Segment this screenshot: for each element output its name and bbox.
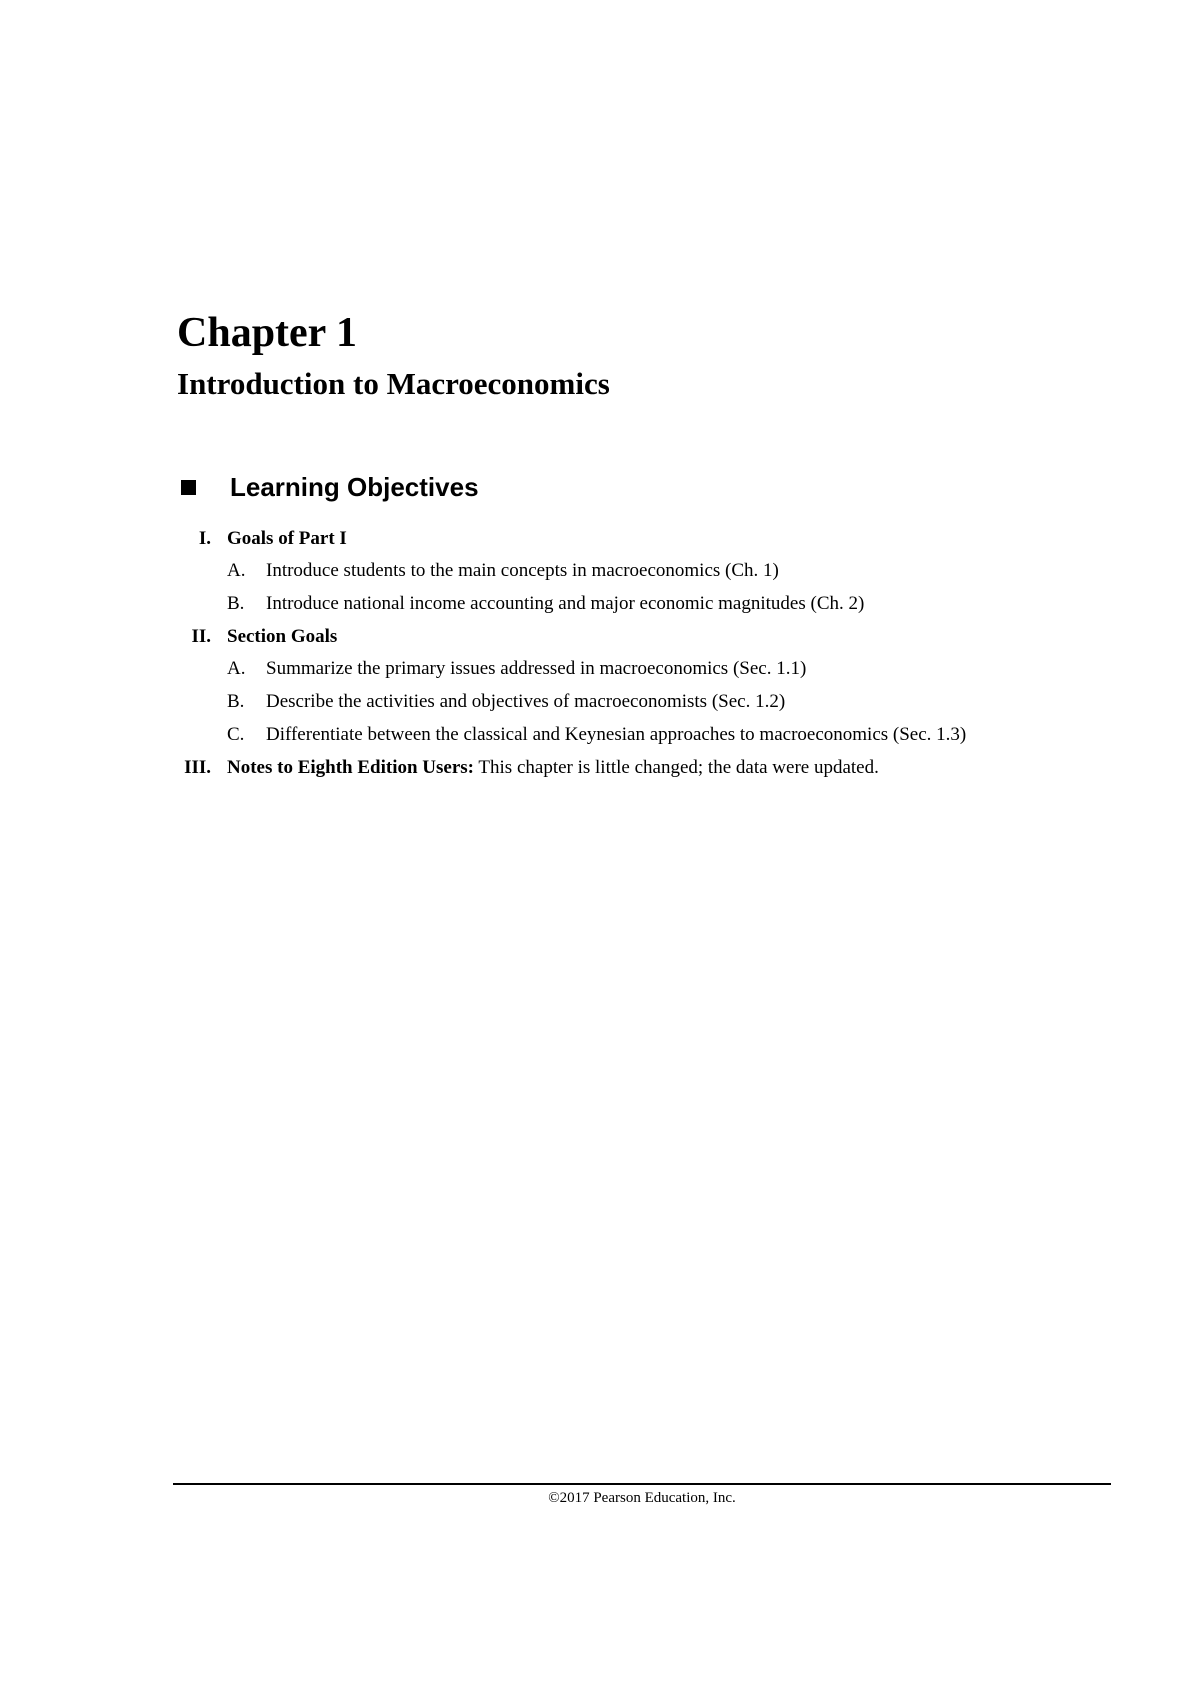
learning-objectives-outline: [177, 527, 1117, 788]
section-heading-label: Learning Objectives: [230, 472, 479, 502]
chapter-title: Chapter 1: [177, 310, 358, 356]
outline-heading: Goals of Part I: [227, 528, 347, 549]
outline-heading: Notes to Eighth Edition Users:: [227, 757, 475, 778]
sub-item-letter: C.: [227, 724, 245, 745]
outline-note-text: This chapter is little changed; the data were updated.: [474, 757, 879, 778]
sub-list: [227, 559, 1117, 616]
list-item: [227, 690, 1117, 714]
footer-rule: [173, 1483, 1111, 1485]
sub-item-letter: B.: [227, 691, 245, 712]
sub-item-letter: B.: [227, 593, 245, 614]
footer-copyright: ©2017 Pearson Education, Inc.: [548, 1490, 736, 1506]
outline-numeral: II.: [191, 626, 211, 647]
sub-item-text: Differentiate between the classical and Keynesian approaches to macroeconomics (Sec. 1.3): [266, 724, 967, 745]
list-item: [227, 657, 1117, 681]
list-item: [227, 592, 1117, 616]
sub-item-letter: A.: [227, 658, 246, 679]
outline-item-goals-of-part-i: [177, 527, 1117, 616]
sub-item-text: Introduce national income accounting and major economic magnitudes (Ch. 2): [266, 593, 865, 614]
list-item: [227, 723, 1117, 747]
sub-item-letter: A.: [227, 560, 246, 581]
sub-item-text: Introduce students to the main concepts in macroeconomics (Ch. 1): [266, 560, 779, 581]
outline-item-notes-to-users: [177, 756, 1117, 780]
outline-item-section-goals: [177, 625, 1117, 747]
outline-heading: Section Goals: [227, 626, 338, 647]
square-bullet-icon: [181, 480, 196, 495]
outline-numeral: III.: [184, 757, 211, 778]
outline-numeral: I.: [198, 528, 211, 549]
chapter-subtitle: Introduction to Macroeconomics: [177, 366, 610, 401]
list-item: [227, 559, 1117, 583]
sub-item-text: Summarize the primary issues addressed in macroeconomics (Sec. 1.1): [266, 658, 807, 679]
sub-list: [227, 657, 1117, 747]
sub-item-text: Describe the activities and objectives of macroeconomists (Sec. 1.2): [266, 691, 786, 712]
section-heading-learning-objectives: [177, 474, 479, 500]
